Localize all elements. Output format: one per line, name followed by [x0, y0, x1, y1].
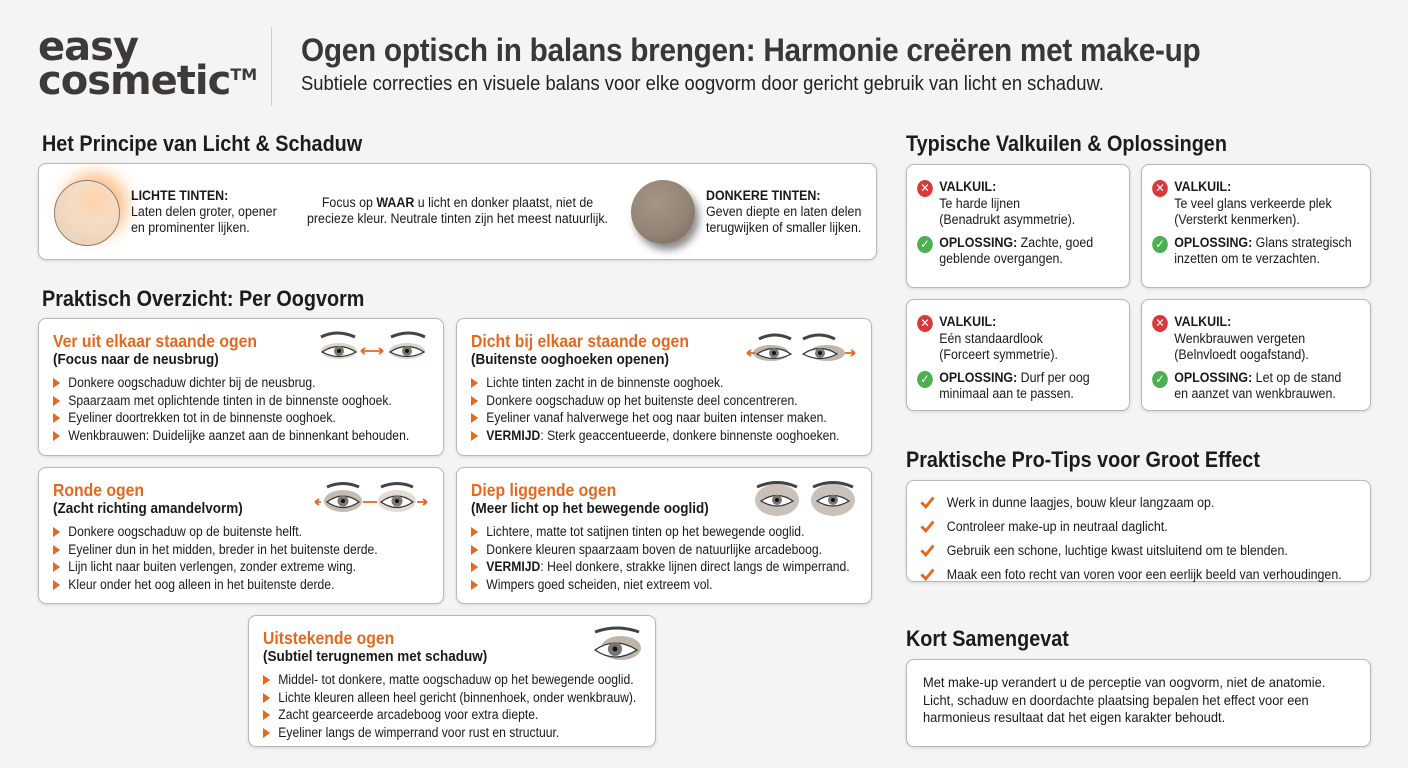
list-item: Donkere oogschaduw op de buitenste helft. [53, 523, 391, 541]
tip-item: Gebruik een schone, luchtige kwast uitsluitend om te blenden. [921, 539, 1321, 563]
pitfall-row: ✕ VALKUIL: Te harde lijnen (Benadrukt asymmetrie). [919, 179, 1101, 229]
light-tones-label: LICHTE TINTEN: [131, 188, 229, 203]
success-check-icon: ✓ [1152, 371, 1168, 388]
pitfall-card [906, 299, 1130, 411]
bullet-arrow-icon [53, 431, 60, 441]
principle-heading: Het Principe van Licht & Schaduw [42, 131, 363, 156]
list-item: Donkere oogschaduw dichter bij de neusbrug. [53, 374, 391, 392]
logo-line-2: cosmetic [38, 58, 231, 104]
list-item: Eyeliner doortrekken tot in de binnenste ooghoek. [53, 409, 391, 427]
bullet-arrow-icon [53, 562, 60, 572]
list-item: Eyeliner dun in het midden, breder in het buitenste derde. [53, 541, 391, 559]
close-set-eyes-icon [745, 331, 857, 365]
light-tones-text [131, 188, 287, 236]
bullet-arrow-icon [53, 527, 60, 537]
tips-card [906, 480, 1371, 582]
list-item: Lichte tinten zacht in de binnenste ooghoek. [471, 374, 818, 392]
eye-card-title: Ronde ogen [53, 480, 144, 500]
bullet-arrow-icon [263, 693, 270, 703]
list-item: Eyeliner langs de wimperrand voor rust en structuur. [263, 724, 603, 742]
overview-heading: Praktisch Overzicht: Per Oogvorm [42, 286, 365, 311]
bullet-arrow-icon [263, 675, 270, 685]
pitfall-card [1141, 299, 1371, 411]
list-item: Middel- tot donkere, matte oogschaduw op het bewegende ooglid. [263, 671, 603, 689]
eye-card-protruding [248, 615, 656, 747]
list-item: Spaarzaam met oplichtende tinten in de binnenste ooghoek. [53, 392, 391, 410]
eye-card-title: Dicht bij elkaar staande ogen [471, 331, 689, 351]
bullet-arrow-icon [471, 413, 478, 423]
solution-row: ✓ OPLOSSING: Durf per oog minimaal aan te passen. [919, 370, 1101, 403]
eye-card-title: Uitstekende ogen [263, 628, 395, 648]
bullet-arrow-icon [53, 545, 60, 555]
list-item: Wenkbrauwen: Duidelijke aanzet aan de binnenkant behouden. [53, 427, 391, 445]
list-item: Eyeliner vanaf halverwege het oog naar buiten intenser maken. [471, 409, 818, 427]
dark-tones-text [706, 188, 872, 236]
summary-text: Met make-up verandert u de perceptie van oogvorm, niet de anatomie. Licht, schaduw en doordachte plaatsing bepalen het effect voor een harmonieus resultaat dat het eigen karakter behoudt. [923, 674, 1326, 725]
tips-heading: Praktische Pro-Tips voor Groot Effect [906, 447, 1260, 472]
protruding-eye-icon [591, 624, 643, 668]
light-tones-desc: Laten delen groter, opener en prominenter lijken. [131, 204, 277, 235]
bullet-arrow-icon [53, 413, 60, 423]
list-item: Donkere kleuren spaarzaam boven de natuurlijke arcadeboog. [471, 541, 818, 559]
bullet-arrow-icon [263, 728, 270, 738]
eye-card-subtitle: (Buitenste ooghoeken openen) [471, 351, 670, 368]
list-item: Wimpers goed scheiden, niet extreem vol. [471, 576, 818, 594]
solution-row: ✓ OPLOSSING: Zachte, goed geblende overgangen. [919, 235, 1101, 268]
pitfall-row: ✕ VALKUIL: Wenkbrauwen vergeten (Belnvloedt oogafstand). [1154, 314, 1342, 364]
tip-item: Maak een foto recht van voren voor een eerlijk beeld van verhoudingen. [921, 563, 1321, 587]
checkmark-icon [920, 541, 934, 557]
checkmark-icon [920, 565, 934, 581]
list-item: Lichte kleuren alleen heel gericht (binnenhoek, onder wenkbrauw). [263, 689, 603, 707]
dark-tones-desc: Geven diepte en laten delen terugwijken of smaller lijken. [706, 204, 862, 235]
bullet-arrow-icon [471, 562, 478, 572]
eye-card-subtitle: (Subtiel terugnemen met schaduw) [263, 648, 488, 665]
pitfall-row: ✕ VALKUIL: Eén standaardlook (Forceert symmetrie). [919, 314, 1101, 364]
principle-focus-text [299, 195, 616, 227]
light-tone-swatch-icon [54, 180, 120, 246]
eye-card-deep-set [456, 467, 872, 604]
list-item: Donkere oogschaduw op het buitenste deel concentreren. [471, 392, 818, 410]
eye-card-subtitle: (Focus naar de neusbrug) [53, 351, 219, 368]
checkmark-icon [920, 517, 934, 533]
round-eyes-icon [313, 480, 429, 514]
eye-card-subtitle: (Meer licht op het bewegende ooglid) [471, 500, 709, 517]
checkmark-icon [920, 493, 934, 509]
error-x-icon: ✕ [1152, 315, 1168, 332]
tip-item: Controleer make-up in neutraal daglicht. [921, 515, 1321, 539]
bullet-arrow-icon [53, 396, 60, 406]
eye-card-title: Ver uit elkaar staande ogen [53, 331, 257, 351]
wide-set-eyes-icon [317, 329, 429, 363]
bullet-arrow-icon [471, 431, 478, 441]
trademark: TM [230, 65, 258, 84]
bullet-arrow-icon [471, 527, 478, 537]
solution-row: ✓ OPLOSSING: Let op de stand en aanzet van wenkbrauwen. [1154, 370, 1342, 403]
summary-heading: Kort Samengevat [906, 626, 1069, 651]
pitfall-card [906, 164, 1130, 288]
bullet-arrow-icon [471, 580, 478, 590]
eye-card-round [38, 467, 444, 604]
eye-card-subtitle: (Zacht richting amandelvorm) [53, 500, 243, 517]
header-divider [271, 27, 272, 106]
solution-row: ✓ OPLOSSING: Glans strategisch inzetten om te verzachten. [1154, 235, 1342, 268]
tip-item: Werk in dunne laagjes, bouw kleur langzaam op. [921, 491, 1321, 515]
pitfall-row: ✕ VALKUIL: Te veel glans verkeerde plek (Versterkt kenmerken). [1154, 179, 1342, 229]
page-title: Ogen optisch in balans brengen: Harmonie creëren met make-up [301, 32, 1201, 68]
list-item: Kleur onder het oog alleen in het buitenste derde. [53, 576, 391, 594]
logo-line-1: easy [38, 24, 139, 70]
bullet-arrow-icon [53, 378, 60, 388]
pitfall-card [1141, 164, 1371, 288]
eye-card-wide-set [38, 318, 444, 456]
bullet-arrow-icon [263, 710, 270, 720]
dark-tones-label: DONKERE TINTEN: [706, 188, 821, 203]
deep-set-eyes-icon [753, 478, 857, 518]
eye-card-title: Diep liggende ogen [471, 480, 617, 500]
error-x-icon: ✕ [917, 315, 933, 332]
error-x-icon: ✕ [1152, 180, 1168, 197]
focus-post: u licht en donker plaatst, niet de precieze kleur. Neutrale tinten zijn het meest natuurlijk. [306, 195, 608, 226]
list-item: Zacht gearceerde arcadeboog voor extra diepte. [263, 706, 603, 724]
success-check-icon: ✓ [917, 371, 933, 388]
dark-tone-swatch-icon [631, 180, 695, 244]
eye-card-close-set [456, 318, 872, 456]
bullet-arrow-icon [471, 396, 478, 406]
success-check-icon: ✓ [917, 236, 933, 253]
brand-logo [38, 24, 258, 104]
bullet-arrow-icon [53, 580, 60, 590]
success-check-icon: ✓ [1152, 236, 1168, 253]
list-item: Lijn licht naar buiten verlengen, zonder extreme wing. [53, 558, 391, 576]
list-item: VERMIJD: Sterk geaccentueerde, donkere binnenste ooghoeken. [471, 427, 818, 445]
bullet-arrow-icon [471, 545, 478, 555]
list-item: Lichtere, matte tot satijnen tinten op het bewegende ooglid. [471, 523, 818, 541]
list-item: VERMIJD: Heel donkere, strakke lijnen direct langs de wimperrand. [471, 558, 818, 576]
summary-card [906, 659, 1371, 747]
page-subtitle: Subtiele correcties en visuele balans voor elke oogvorm door gericht gebruik van licht en schaduw. [301, 73, 1104, 95]
focus-bold: WAAR [376, 195, 415, 210]
error-x-icon: ✕ [917, 180, 933, 197]
focus-pre: Focus op [321, 195, 377, 210]
pitfalls-heading: Typische Valkuilen & Oplossingen [906, 131, 1227, 156]
bullet-arrow-icon [471, 378, 478, 388]
